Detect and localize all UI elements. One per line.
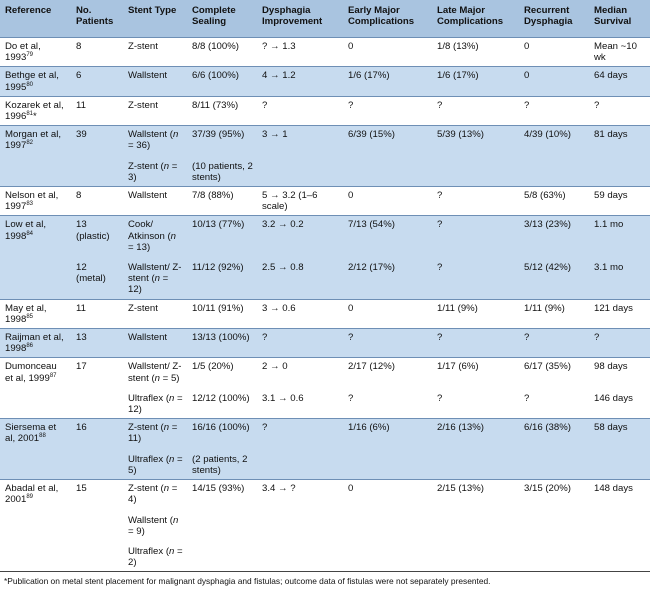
cell-stent-type: Ultraflex (n = 5) [123,448,187,480]
cell-dysphagia-improvement: 2.5 → 0.8 [257,256,343,299]
cell-dysphagia-improvement [257,448,343,480]
cell-median-survival: 58 days [589,419,650,448]
cell-median-survival: 81 days [589,126,650,155]
cell-complete-sealing: 1/5 (20%) [187,358,257,387]
cell-late-complications: ? [432,329,519,358]
cell-dysphagia-improvement [257,509,343,540]
cell-reference [0,256,71,299]
cell-early-complications: 1/16 (6%) [343,419,432,448]
cell-stent-type: Z-stent [123,96,187,125]
cell-dysphagia-improvement: 2 → 0 [257,358,343,387]
cell-recurrent-dysphagia: 5/12 (42%) [519,256,589,299]
cell-complete-sealing: 13/13 (100%) [187,329,257,358]
reference-text: Raijman et al, 1998 [5,332,64,355]
cell-late-complications: 2/16 (13%) [432,419,519,448]
cell-reference [0,96,71,125]
cell-late-complications: 1/6 (17%) [432,67,519,96]
cell-early-complications: ? [343,329,432,358]
cell-median-survival: 3.1 mo [589,256,650,299]
header-late-major-complications: Late Major Complications [437,5,504,27]
cell-stent-type: Wallstent [123,67,187,96]
reference-text: Siersema et al, 2001 [5,422,57,445]
reference-text: Do et al, 1993 [5,41,41,64]
cell-reference [0,540,71,571]
cell-stent-type: Z-stent (n = 4) [123,480,187,509]
header-median-survival: Median Survival [594,5,632,27]
cell-reference [0,126,71,155]
cell-late-complications: ? [432,256,519,299]
cell-reference [0,419,71,448]
cell-median-survival [589,155,650,187]
cell-median-survival: 146 days [589,387,650,419]
cell-late-complications: ? [432,96,519,125]
cell-no-patients: 11 [71,299,123,328]
cell-reference [0,329,71,358]
cell-stent-type: Z-stent (n = 11) [123,419,187,448]
cell-no-patients [71,509,123,540]
cell-complete-sealing [187,540,257,571]
cell-recurrent-dysphagia: 3/15 (20%) [519,480,589,509]
cell-early-complications [343,540,432,571]
citation-number: 88 [39,433,46,440]
cell-recurrent-dysphagia: ? [519,329,589,358]
cell-reference [0,358,71,387]
cell-no-patients [71,387,123,419]
cell-early-complications: 6/39 (15%) [343,126,432,155]
cell-median-survival: ? [589,329,650,358]
study-group [0,67,650,96]
cell-stent-type: Z-stent [123,299,187,328]
table-row [0,256,650,299]
cell-complete-sealing: 8/11 (73%) [187,96,257,125]
cell-dysphagia-improvement: ? [257,96,343,125]
cell-no-patients: 6 [71,67,123,96]
cell-late-complications: ? [432,216,519,256]
cell-dysphagia-improvement: ? [257,419,343,448]
cell-late-complications: ? [432,187,519,216]
cell-recurrent-dysphagia: 0 [519,67,589,96]
cell-reference [0,448,71,480]
cell-median-survival: 64 days [589,67,650,96]
citation-number: 84 [26,230,34,237]
table-row [0,387,650,419]
cell-complete-sealing [187,509,257,540]
table-row [0,126,650,155]
citation-number: 86 [26,343,34,350]
study-group [0,299,650,328]
cell-dysphagia-improvement [257,540,343,571]
header-complete-sealing: Complete Sealing [192,5,236,27]
header-no-patients: No. Patients [76,5,114,27]
table-header [0,0,650,38]
cell-reference [0,38,71,67]
cell-late-complications: 1/8 (13%) [432,38,519,67]
table-row [0,509,650,540]
cell-no-patients: 8 [71,187,123,216]
cell-late-complications [432,155,519,187]
table-row [0,329,650,358]
cell-stent-type: Wallstent (n = 9) [123,509,187,540]
cell-complete-sealing: 37/39 (95%) [187,126,257,155]
reference-text: Bethge et al, 1995 [5,70,59,93]
cell-complete-sealing: 6/6 (100%) [187,67,257,96]
cell-median-survival: ? [589,96,650,125]
citation-number: 87 [49,372,57,379]
cell-median-survival: 59 days [589,187,650,216]
study-group [0,187,650,216]
cell-late-complications: 1/11 (9%) [432,299,519,328]
reference-text: Morgan et al, 1997 [5,129,61,152]
cell-no-patients: 12 (metal) [71,256,123,299]
cell-late-complications: 5/39 (13%) [432,126,519,155]
study-group [0,126,650,187]
cell-complete-sealing: 10/13 (77%) [187,216,257,256]
table-row [0,216,650,256]
study-group [0,358,650,419]
study-group [0,38,650,67]
cell-no-patients: 15 [71,480,123,509]
cell-dysphagia-improvement: 3 → 1 [257,126,343,155]
reference-text: Low et al, 1998 [5,219,47,242]
citation-number: 80 [26,81,34,88]
cell-recurrent-dysphagia: 6/16 (38%) [519,419,589,448]
cell-complete-sealing: 8/8 (100%) [187,38,257,67]
table-row [0,448,650,480]
table-row [0,187,650,216]
reference-text: Nelson et al, 1997 [5,190,59,213]
cell-median-survival [589,509,650,540]
cell-complete-sealing: (2 patients, 2 stents) [187,448,257,480]
cell-early-complications [343,155,432,187]
study-group [0,419,650,480]
study-group [0,480,650,572]
cell-late-complications: ? [432,387,519,419]
cell-dysphagia-improvement: 3.1 → 0.6 [257,387,343,419]
cell-early-complications: ? [343,387,432,419]
cell-no-patients [71,155,123,187]
table-row [0,480,650,509]
cell-stent-type: Wallstent (n = 36) [123,126,187,155]
study-group [0,216,650,299]
table-row [0,67,650,96]
table-row [0,38,650,67]
study-group [0,329,650,358]
cell-recurrent-dysphagia: 1/11 (9%) [519,299,589,328]
cell-median-survival: 1.1 mo [589,216,650,256]
cell-dysphagia-improvement: 5 → 3.2 (1–6 scale) [257,187,343,216]
citation-number: 81 [26,110,34,117]
cell-recurrent-dysphagia: 4/39 (10%) [519,126,589,155]
cell-median-survival: Mean ~10 wk [589,38,650,67]
cell-complete-sealing: 16/16 (100%) [187,419,257,448]
cell-recurrent-dysphagia: ? [519,387,589,419]
cell-complete-sealing: 10/11 (91%) [187,299,257,328]
cell-stent-type: Wallstent [123,187,187,216]
table-row [0,540,650,571]
citation-number: 82 [26,140,34,147]
cell-early-complications: 7/13 (54%) [343,216,432,256]
table-row [0,419,650,448]
cell-median-survival: 148 days [589,480,650,509]
cell-early-complications: 0 [343,299,432,328]
cell-reference [0,480,71,509]
cell-late-complications: 1/17 (6%) [432,358,519,387]
table-row [0,299,650,328]
cell-late-complications [432,540,519,571]
citation-number: 89 [26,494,34,501]
cell-no-patients: 16 [71,419,123,448]
cell-recurrent-dysphagia: 0 [519,38,589,67]
reference-text: May et al, 1998 [5,302,47,325]
cell-stent-type: Ultraflex (n = 12) [123,387,187,419]
table-row [0,155,650,187]
reference-text: Abadal et al, 2001 [5,483,59,506]
cell-no-patients [71,448,123,480]
header-reference: Reference [5,5,52,16]
cell-early-complications: 2/12 (17%) [343,256,432,299]
cell-no-patients: 17 [71,358,123,387]
cell-reference [0,187,71,216]
table-row [0,358,650,387]
cell-early-complications [343,509,432,540]
cell-late-complications [432,509,519,540]
cell-complete-sealing: (10 patients, 2 stents) [187,155,257,187]
cell-dysphagia-improvement [257,155,343,187]
cell-early-complications: 0 [343,187,432,216]
citation-number: 85 [26,313,34,320]
cell-no-patients [71,540,123,571]
cell-recurrent-dysphagia: ? [519,96,589,125]
cell-dysphagia-improvement: 3.2 → 0.2 [257,216,343,256]
citation-number: 83 [26,201,34,208]
cell-no-patients: 13 (plastic) [71,216,123,256]
header-dysphagia-improvement: Dysphagia Improvement [262,5,323,27]
header-early-major-complications: Early Major Complications [348,5,415,27]
cell-complete-sealing: 11/12 (92%) [187,256,257,299]
cell-stent-type: Wallstent [123,329,187,358]
cell-dysphagia-improvement: 3.4 → ? [257,480,343,509]
header-recurrent-dysphagia: Recurrent Dysphagia [524,5,573,27]
cell-complete-sealing: 7/8 (88%) [187,187,257,216]
cell-no-patients: 8 [71,38,123,67]
cell-median-survival: 121 days [589,299,650,328]
cell-dysphagia-improvement: 4 → 1.2 [257,67,343,96]
table-row [0,96,650,125]
cell-dysphagia-improvement: ? → 1.3 [257,38,343,67]
cell-reference [0,216,71,256]
reference-text: Kozarek et al, 1996 [5,99,64,123]
cell-late-complications: 2/15 (13%) [432,480,519,509]
cell-dysphagia-improvement: 3 → 0.6 [257,299,343,328]
cell-recurrent-dysphagia [519,509,589,540]
cell-no-patients: 13 [71,329,123,358]
cell-early-complications: 1/6 (17%) [343,67,432,96]
cell-no-patients: 39 [71,126,123,155]
cell-late-complications [432,448,519,480]
reference-text: Dumonceau et al, 1999 [5,361,57,384]
cell-recurrent-dysphagia [519,448,589,480]
table-footnote: *Publication on metal stent placement for malignant dysphagia and fistulas; outcome data of fistulas were not separately presented. [0,571,650,591]
cell-complete-sealing: 14/15 (93%) [187,480,257,509]
cell-reference [0,387,71,419]
cell-stent-type: Cook/ Atkinson (n = 13) [123,216,187,256]
footnote-marker: * [33,111,37,123]
cell-stent-type: Wallstent/ Z-stent (n = 12) [123,256,187,299]
cell-reference [0,509,71,540]
cell-median-survival [589,540,650,571]
cell-recurrent-dysphagia [519,155,589,187]
cell-no-patients: 11 [71,96,123,125]
cell-recurrent-dysphagia: 6/17 (35%) [519,358,589,387]
cell-stent-type: Wallstent/ Z-stent (n = 5) [123,358,187,387]
cell-stent-type: Z-stent (n = 3) [123,155,187,187]
cell-early-complications: 0 [343,480,432,509]
header-row [0,0,650,38]
cell-stent-type: Z-stent [123,38,187,67]
cell-early-complications [343,448,432,480]
cell-reference [0,67,71,96]
header-stent-type: Stent Type [128,5,177,16]
cell-recurrent-dysphagia: 3/13 (23%) [519,216,589,256]
cell-complete-sealing: 12/12 (100%) [187,387,257,419]
cell-median-survival: 98 days [589,358,650,387]
cell-recurrent-dysphagia: 5/8 (63%) [519,187,589,216]
cell-reference [0,155,71,187]
cell-reference [0,299,71,328]
cell-median-survival [589,448,650,480]
cell-early-complications: ? [343,96,432,125]
cell-early-complications: 0 [343,38,432,67]
study-group [0,96,650,125]
cell-early-complications: 2/17 (12%) [343,358,432,387]
cell-recurrent-dysphagia [519,540,589,571]
cell-dysphagia-improvement: ? [257,329,343,358]
cell-stent-type: Ultraflex (n = 2) [123,540,187,571]
citation-number: 79 [26,52,34,59]
